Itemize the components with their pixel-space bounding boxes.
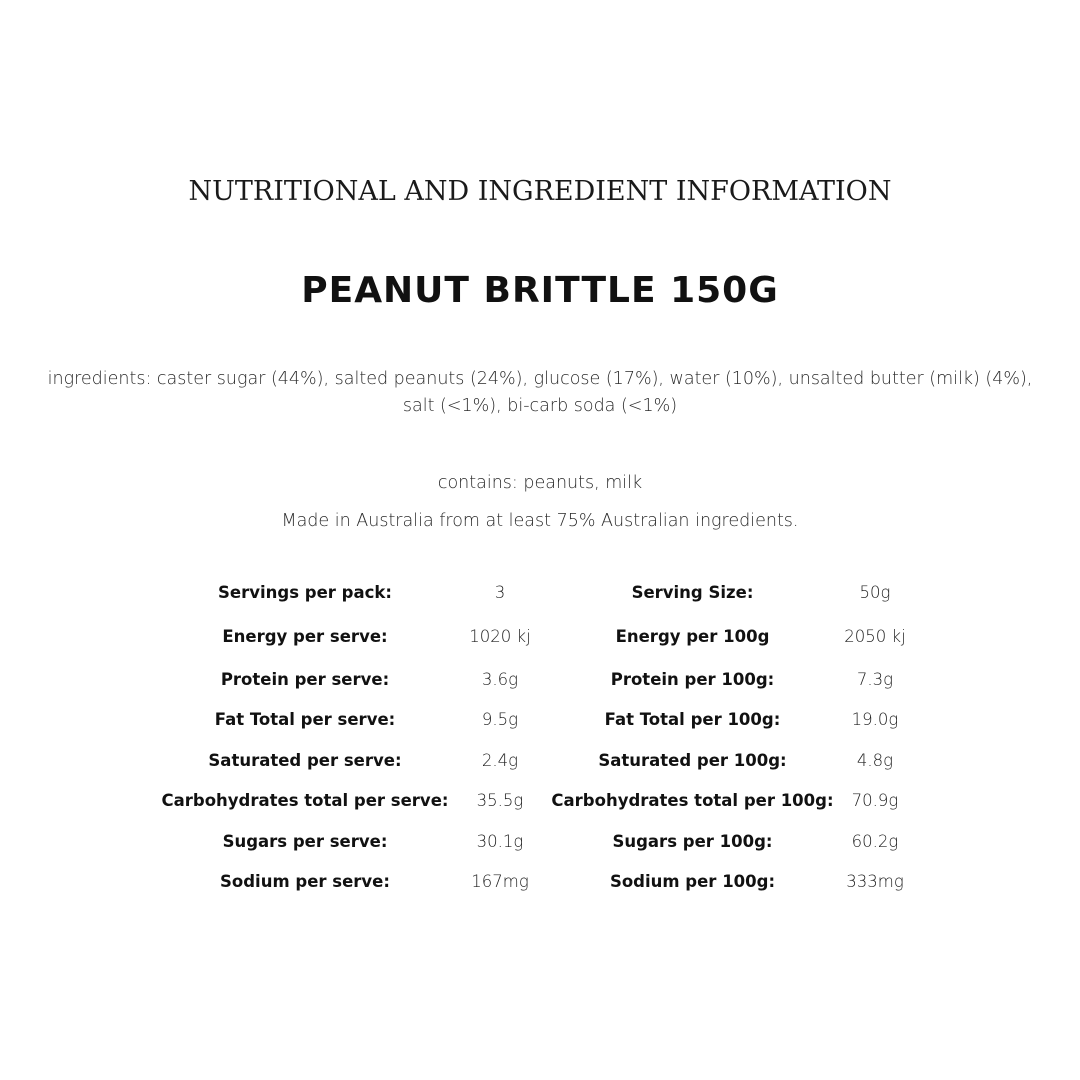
value-per-serve: 1020 kj xyxy=(469,627,531,646)
label-per-100g: Sugars per 100g: xyxy=(612,832,773,851)
nutrition-row-protein xyxy=(0,668,1080,692)
nutrition-row-sodium xyxy=(0,870,1080,894)
section-title: NUTRITIONAL AND INGREDIENT INFORMATION xyxy=(188,176,892,207)
value-per-100g: 70.9g xyxy=(851,791,899,810)
value-per-100g: 2050 kj xyxy=(844,627,906,646)
value-per-100g: 333mg xyxy=(846,872,904,891)
nutrition-row-fat-total xyxy=(0,708,1080,732)
ingredients-text: ingredients: caster sugar (44%), salted peanuts (24%), glucose (17%), water (10%), unsalted butter (milk) (4%), salt (<1%), bi-carb soda (<1%) xyxy=(47,369,1033,416)
value-per-100g: 4.8g xyxy=(856,751,894,770)
label-per-serve: Sodium per serve: xyxy=(220,872,390,891)
label-per-serve: Carbohydrates total per serve: xyxy=(161,791,449,810)
label-per-100g: Protein per 100g: xyxy=(610,670,775,689)
label-per-100g: Saturated per 100g: xyxy=(598,751,787,770)
label-per-100g: Energy per 100g xyxy=(615,627,770,646)
label-per-serve: Sugars per serve: xyxy=(222,832,388,851)
nutrition-row-sugars xyxy=(0,830,1080,854)
nutrition-row-servings xyxy=(0,581,1080,605)
value-per-serve: 3 xyxy=(494,583,506,602)
label-per-serve: Servings per pack: xyxy=(218,583,392,602)
label-per-serve: Energy per serve: xyxy=(222,627,388,646)
country-of-origin-text: Made in Australia from at least 75% Australian ingredients. xyxy=(281,511,799,531)
label-per-serve: Fat Total per serve: xyxy=(214,710,396,729)
value-per-serve: 9.5g xyxy=(481,710,519,729)
nutrition-row-saturated xyxy=(0,749,1080,773)
value-per-100g: 7.3g xyxy=(856,670,894,689)
label-per-serve: Saturated per serve: xyxy=(208,751,402,770)
label-per-100g: Carbohydrates total per 100g: xyxy=(551,791,834,810)
label-per-serve: Protein per serve: xyxy=(220,670,390,689)
nutrition-row-carbohydrates xyxy=(0,789,1080,813)
value-per-100g: 60.2g xyxy=(851,832,899,851)
value-per-serve: 2.4g xyxy=(481,751,519,770)
label-per-100g: Fat Total per 100g: xyxy=(604,710,781,729)
product-title: PEANUT BRITTLE 150G xyxy=(301,270,779,311)
allergen-contains-text: contains: peanuts, milk xyxy=(437,473,643,493)
value-per-serve: 35.5g xyxy=(476,791,524,810)
value-per-100g: 19.0g xyxy=(851,710,899,729)
label-per-100g: Sodium per 100g: xyxy=(609,872,776,891)
nutrition-row-energy xyxy=(0,625,1080,649)
value-per-100g: 50g xyxy=(859,583,891,602)
value-per-serve: 167mg xyxy=(471,872,529,891)
value-per-serve: 3.6g xyxy=(481,670,519,689)
label-per-100g: Serving Size: xyxy=(631,583,754,602)
value-per-serve: 30.1g xyxy=(476,832,524,851)
